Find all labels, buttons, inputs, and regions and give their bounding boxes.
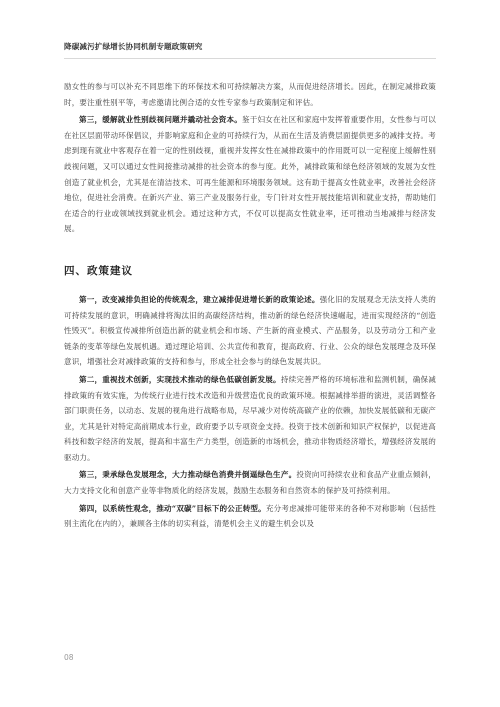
header-title: 降碳减污扩绿增长协同机制专题政策研究 bbox=[64, 42, 203, 51]
section-heading: 四、政策建议 bbox=[64, 264, 133, 277]
paragraph-suggestion-2 bbox=[64, 372, 436, 466]
paragraph-lead: 第四，以系统性观念，推动“双碳”目标下的公正转型。 bbox=[79, 503, 266, 513]
paragraph-lead: 第三，缓解就业性别歧视问题并撬动社会资本。 bbox=[79, 115, 242, 125]
page-number: 08 bbox=[64, 653, 74, 662]
page-header bbox=[64, 38, 436, 59]
paragraph-suggestion-1 bbox=[64, 292, 436, 370]
paragraph-lead: 第二，重视技术创新，实现技术推动的绿色低碳创新发展。 bbox=[79, 374, 281, 384]
paragraph-text: 强化旧的发展观念无法支持人类的可持续发展的意识，明确减排将淘汰旧的高碳经济结构，推动新的绿色经济快速崛起，进而实现经济的“创造性毁灭”。积极宣传减排所创造出新的就业机会和市场、产生新的商业模式、产品服务，以及劳动分工和产业链条的变革等绿色发展机遇。通过理论培训、公共宣传和教育，提高政府、行业、公众的绿色发展理念及环保意识，增强社会对减排政策的支持和参与，形成全社会参与的绿色发展共识。 bbox=[64, 294, 436, 367]
page-content bbox=[64, 79, 436, 532]
paragraph-text: 投资向可持续农业和食品产业重点倾斜，大力支持文化和创意产业等非物质化的经济发展，鼓励生态服务和自然资本的保护及可持续利用。 bbox=[64, 470, 436, 496]
paragraph-suggestion-4 bbox=[64, 501, 436, 532]
paragraph-continuation: 励女性的参与可以补充不同思维下的环保技术和可持续解决方案，从而促进经济增长。因此，在制定减排政策时，要注重性别平等，考虑邀请比例合适的女性专家参与政策制定和评估。 bbox=[64, 82, 436, 107]
paragraph-text: 持续完善严格的环境标准和监测机制，确保减排政策的有效实施，为传统行业进行技术改造和升级营造优良的政策环境。根据减排举措的演进，灵活调整各部门职责任务，以动态、发展的视角进行战略布局，尽早减少对传统高碳产业的依赖，加快发展低碳和无碳产业，尤其是针对特定高前期成本行业，政府要予以专项资金支持。投资于技术创新和知识产权保护，以促进高科技和数字经济的发展，提高和丰富生产力类型，创造新的市场机会，推动非物质经济增长，增强经济发展的驱动力。 bbox=[64, 374, 436, 462]
paragraph-lead: 第三，秉承绿色发展理念，大力推动绿色消费并倒逼绿色生产。 bbox=[79, 470, 297, 480]
paragraph-lead: 第一，改变减排负担论的传统观念，建立减排促进增长新的政策论述。 bbox=[79, 294, 320, 304]
paragraph-third-point bbox=[64, 112, 436, 237]
paragraph-suggestion-3 bbox=[64, 467, 436, 498]
paragraph-text: 充分考虑减排可能带来的各种不对称影响（包括性别主流化在内的），兼顾各主体的切实利益，清楚机会主义的避生机会以及 bbox=[64, 503, 436, 529]
paragraph-text: 鉴于妇女在社区和家庭中发挥着重要作用，女性参与可以在社区层面带动环保倡议，并影响家庭和企业的可持续行为，从而在生活及消费层面提供更多的减排支持。考虑到现有就业中客观存在着一定的性别歧视，重视并发挥女性在减排政策中的作用既可以一定程度上缓解性别歧视问题，又可以通过女性间接推动减排的社会资本的参与度。此外，减排政策和绿色经济领域的发展为女性创造了就业机会，尤其是在清洁技术、可再生能源和环境服务领域。这有助于提高女性就业率，改善社会经济地位，促进社会消费。在新兴产业、第三产业及服务行业，专门针对女性开展技能培训和就业支持，帮助她们在适合的行业或领域找到就业机会。通过这种方式，不仅可以提高女性就业率，还可推动当地减排与经济发展。 bbox=[64, 115, 436, 234]
